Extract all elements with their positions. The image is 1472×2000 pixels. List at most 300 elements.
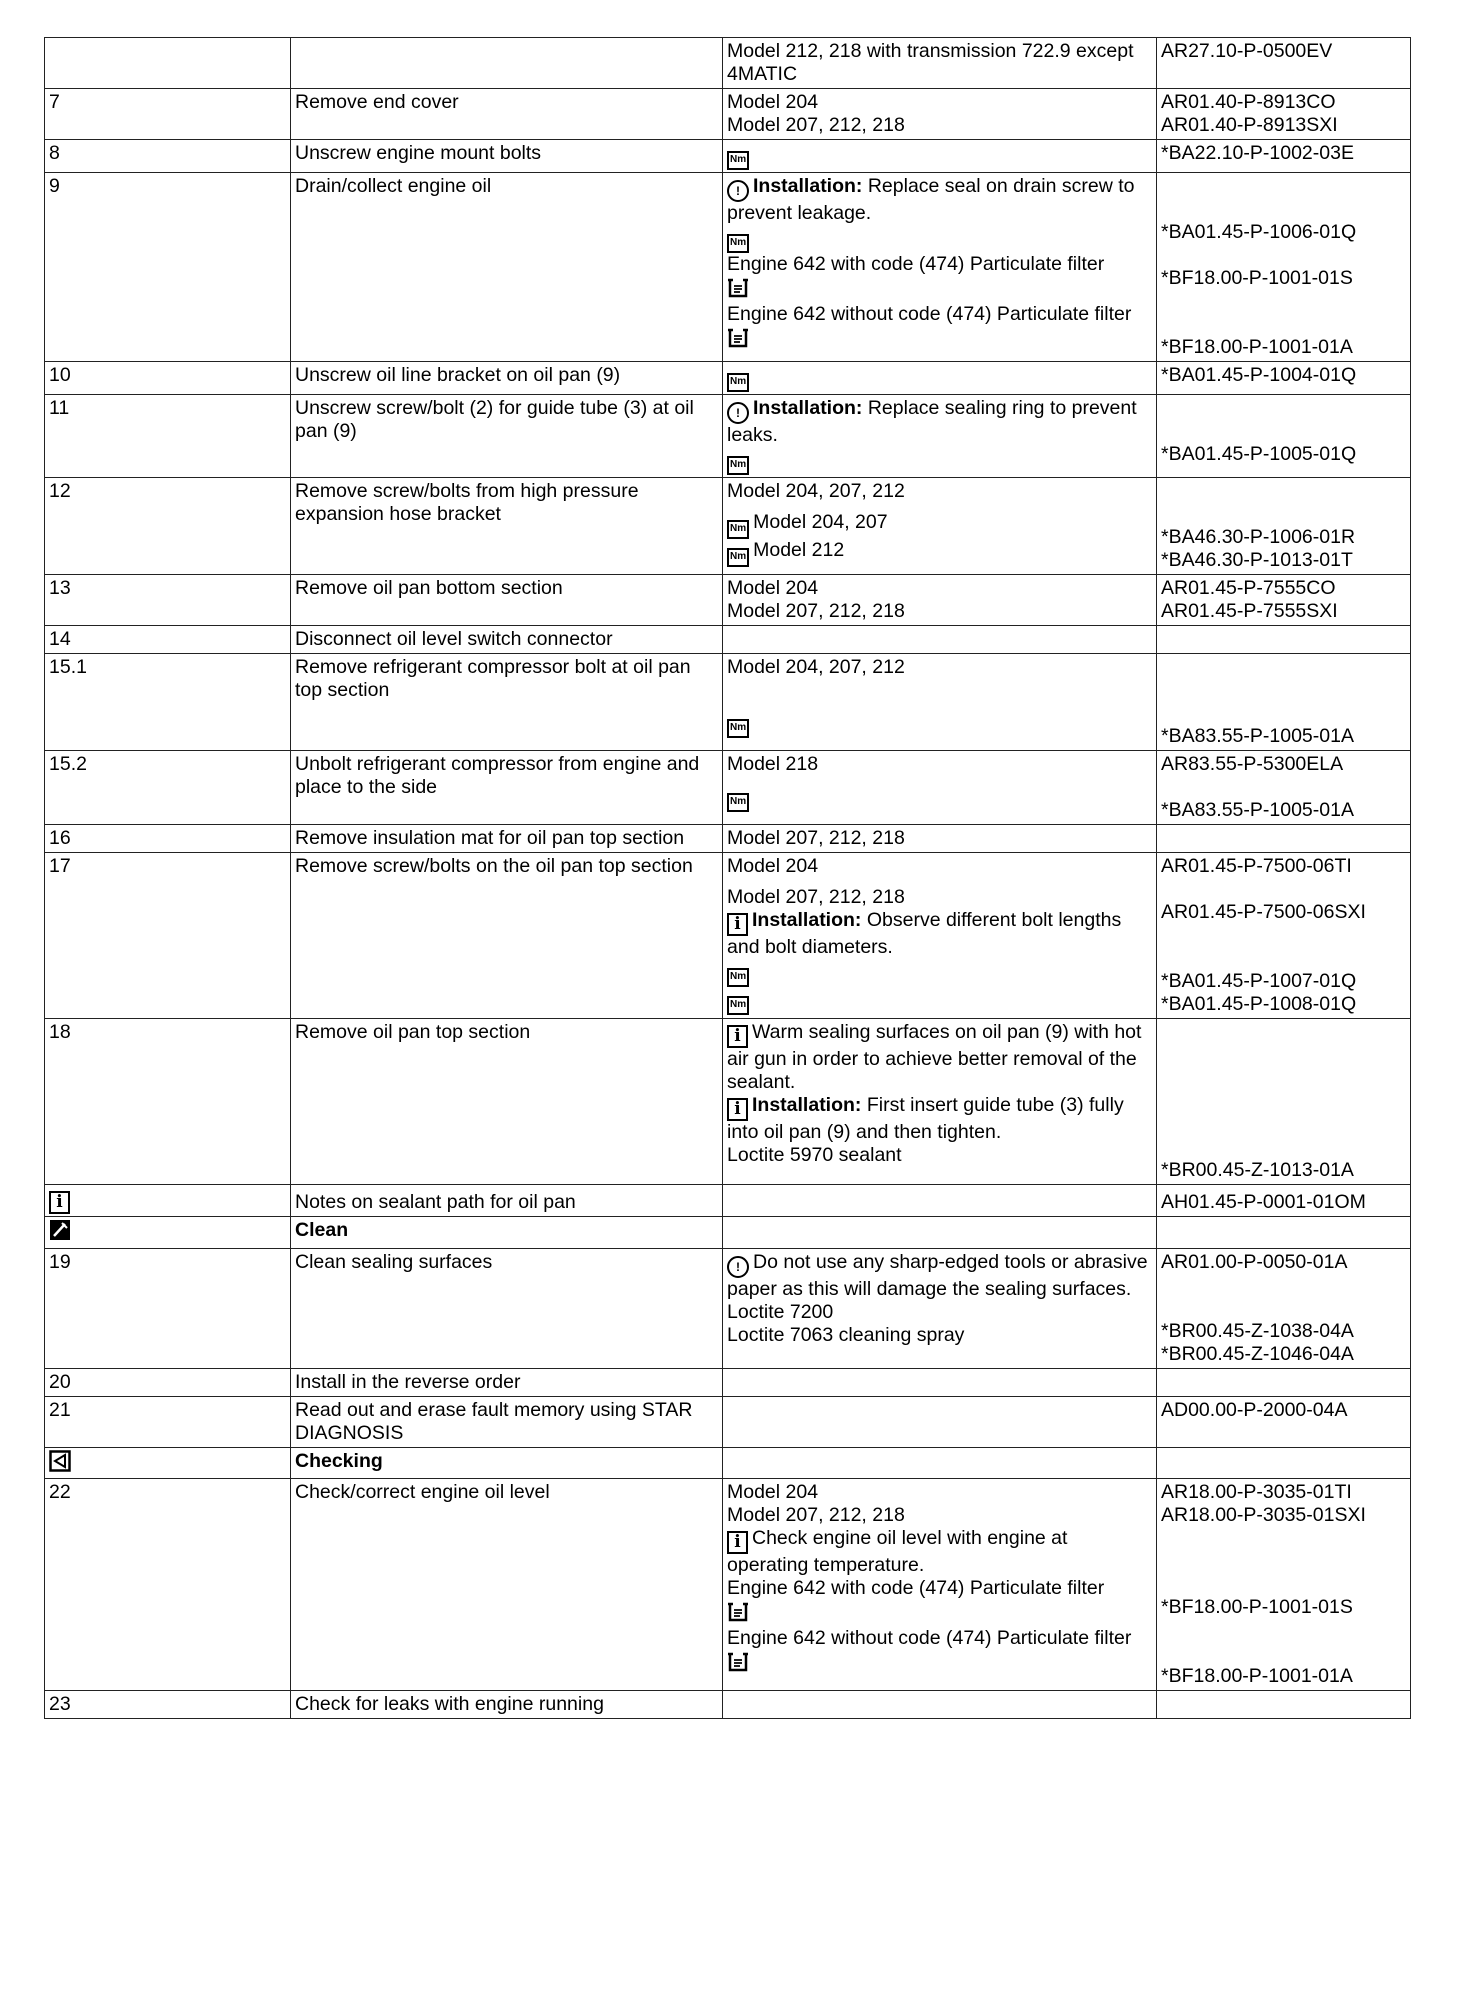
torque-glyph: Nm [727,456,749,475]
note-line [727,784,1152,812]
action-text: Clean sealing surfaces [295,1250,493,1273]
clean-icon [49,1219,71,1246]
document-reference: AD00.00-P-2000-04A [1161,1398,1348,1421]
action-text: Remove refrigerant compressor bolt at oil pan top section [295,656,691,701]
notes-cell [723,825,1157,853]
notes-cell [723,626,1157,654]
note-text: First insert guide tube (3) fully into oil pan (9) and then tighten. [727,1094,1124,1143]
note-line [727,959,1152,987]
action-text: Remove insulation mat for oil pan top section [295,827,685,849]
torque-icon [727,544,749,567]
note-line [727,276,1152,303]
note-line [727,40,1152,86]
action-text: Disconnect oil level switch connector [295,628,613,650]
table-row [45,825,1411,853]
note-text: Model 204 [727,1481,819,1503]
step-number: 22 [49,1481,71,1503]
note-line [727,480,1152,503]
procedure-table-body [45,38,1411,1719]
note-text: Model 204, 207, 212 [727,480,905,502]
action-cell [291,626,723,654]
torque-icon [727,369,749,392]
document-reference: AR01.45-P-7500-06TI [1161,855,1352,877]
torque-icon [727,516,749,539]
document-reference [1161,679,1406,702]
document-reference: AR18.00-P-3035-01TI [1161,1481,1352,1503]
note-line [727,600,1152,623]
action-cell [291,751,723,825]
reference-cell [1157,89,1411,140]
document-reference [1161,1090,1406,1113]
warning-icon [727,402,749,424]
note-text: Observe different bolt lengths and bolt diameters. [727,909,1122,958]
note-text: Model 204 [727,577,819,599]
note-text: Model 204, 207, 212 [727,656,905,678]
table-row [45,575,1411,626]
torque-icon [727,715,749,738]
torque-icon [727,147,749,170]
reference-cell [1157,1396,1411,1447]
action-text: Check/correct engine oil level [295,1481,550,1503]
note-line [727,225,1152,253]
notes-cell [723,173,1157,362]
reference-cell [1157,1479,1411,1691]
step-number: 11 [49,397,70,419]
step-number: 9 [49,175,60,197]
document-reference [1161,1573,1406,1596]
document-reference [1161,290,1406,313]
note-text: Model 207, 212, 218 [727,600,905,622]
step-number: 14 [49,628,71,650]
step-cell [45,173,291,362]
table-row [45,853,1411,1019]
step-number: 12 [49,480,71,502]
reference-cell [1157,173,1411,362]
notes-cell [723,1019,1157,1185]
step-cell [45,654,291,751]
note-line [727,577,1152,600]
step-cell [45,626,291,654]
spacer [727,878,1152,886]
reference-cell [1157,1019,1411,1185]
note-line [727,1144,1152,1167]
note-label: Installation: [752,1094,862,1116]
warning-glyph: ! [727,402,749,424]
note-label: Installation: [752,909,862,931]
note-line [727,142,1152,170]
notes-cell [723,1691,1157,1719]
reference-cell [1157,1447,1411,1479]
info-icon [727,1025,748,1048]
note-text: Check engine oil level with engine at operating temperature. [727,1527,1068,1576]
step-cell [45,89,291,140]
note-text: Engine 642 without code (474) Particulate filter [727,302,1132,325]
note-line [727,397,1152,447]
notes-cell [723,654,1157,751]
notes-cell [723,1479,1157,1691]
step-number: 15.2 [49,753,87,775]
section-heading: Clean [295,1219,349,1241]
reference-cell [1157,38,1411,89]
info-icon [727,913,748,936]
table-row [45,478,1411,575]
torque-icon [727,964,749,987]
document-reference: *BR00.45-Z-1046-04A [1161,1342,1354,1365]
torque-glyph: Nm [727,373,749,392]
note-text: Model 212 [753,539,845,561]
document-reference [1161,878,1406,901]
document-reference [1161,1044,1406,1067]
document-reference [1161,397,1406,420]
document-reference: *BA83.55-P-1005-01A [1161,799,1354,821]
document-reference: *BF18.00-P-1001-01S [1161,267,1353,289]
table-row [45,1691,1411,1719]
torque-icon [727,992,749,1015]
document-reference [1161,1642,1406,1665]
torque-glyph: Nm [727,234,749,253]
info-icon [727,1098,748,1121]
note-line [727,1481,1152,1504]
note-text: Warm sealing surfaces on oil pan (9) with hot air gun in order to achieve better removal of the sealant. [727,1021,1142,1093]
note-line [727,1301,1152,1324]
action-cell [291,362,723,395]
document-reference [1161,1021,1406,1044]
action-cell [291,1447,723,1479]
note-line [727,687,1152,710]
torque-icon [727,230,749,253]
reference-cell [1157,853,1411,1019]
note-line [727,1094,1152,1144]
notes-cell [723,1185,1157,1217]
info-icon [49,1191,70,1214]
document-reference: *BA01.45-P-1004-01Q [1161,364,1357,386]
note-line [727,1600,1152,1627]
reference-cell [1157,1217,1411,1249]
document-reference [1161,1527,1406,1550]
document-reference: AR18.00-P-3035-01SXI [1161,1504,1366,1526]
note-line [727,855,1152,878]
reference-cell [1157,140,1411,173]
step-number: 13 [49,577,71,599]
reference-cell [1157,626,1411,654]
notes-cell [723,395,1157,478]
action-text: Unscrew oil line bracket on oil pan (9) [295,364,621,386]
note-text: Engine 642 without code (474) Particulate filter [727,1626,1132,1649]
table-row [45,1368,1411,1396]
step-number: 10 [49,364,71,386]
step-cell [45,853,291,1019]
notes-cell [723,362,1157,395]
table-row [45,140,1411,173]
action-cell [291,1691,723,1719]
notes-cell [723,140,1157,173]
action-cell [291,654,723,751]
notes-cell [723,1396,1157,1447]
document-reference [1161,1067,1406,1090]
table-row [45,1248,1411,1368]
note-line [727,1577,1152,1600]
note-line [727,447,1152,475]
torque-icon [727,452,749,475]
step-number [49,40,286,63]
document-reference [1161,175,1406,198]
table-row [45,1479,1411,1691]
document-reference: AR01.40-P-8913SXI [1161,114,1338,136]
note-text: Replace sealing ring to prevent leaks. [727,397,1137,446]
step-cell [45,38,291,89]
note-text: Model 204, 207 [753,511,888,533]
note-line [727,827,1152,850]
step-number: 19 [49,1250,71,1273]
document-reference: *BF18.00-P-1001-01A [1161,1665,1353,1687]
info-glyph: i [727,1098,748,1121]
action-text: Drain/collect engine oil [295,175,492,197]
action-text: Remove screw/bolts from high pressure expansion hose bracket [295,480,639,525]
reference-cell [1157,478,1411,575]
info-glyph: i [49,1191,70,1214]
document-reference: *BA46.30-P-1006-01R [1161,526,1356,548]
reference-cell [1157,395,1411,478]
note-line [727,753,1152,776]
action-cell [291,1019,723,1185]
note-line [727,1251,1152,1301]
action-text: Read out and erase fault memory using STAR DIAGNOSIS [295,1398,693,1444]
action-cell [291,140,723,173]
step-cell [45,1447,291,1479]
note-text: Model 207, 212, 218 [727,886,905,908]
document-reference: AR01.45-P-7555CO [1161,577,1336,599]
notes-cell [723,478,1157,575]
document-reference [1161,1297,1406,1320]
note-line [727,326,1152,353]
document-reference [1161,480,1406,503]
document-reference: AR27.10-P-0500EV [1161,40,1333,62]
step-cell [45,825,291,853]
action-cell [291,478,723,575]
action-cell [291,825,723,853]
note-line [727,1324,1152,1347]
note-line [727,175,1152,225]
warning-icon [727,1256,749,1278]
torque-glyph: Nm [727,968,749,987]
document-reference: *BA01.45-P-1007-01Q [1161,970,1357,992]
note-text: Engine 642 with code (474) Particulate filter [727,253,1105,275]
action-cell [291,395,723,478]
step-cell [45,575,291,626]
note-line [727,1021,1152,1094]
step-number: 23 [49,1693,71,1715]
action-cell [291,853,723,1019]
step-cell [45,395,291,478]
note-line [727,511,1152,539]
document-reference [1161,198,1406,221]
note-line [727,364,1152,392]
note-line [727,987,1152,1015]
document-reference: *BA01.45-P-1008-01Q [1161,993,1357,1015]
document-reference [1161,1136,1406,1159]
note-line [727,1627,1152,1650]
note-line [727,114,1152,137]
step-number: 18 [49,1021,71,1043]
procedure-table [44,37,1411,1719]
reference-cell [1157,1691,1411,1719]
torque-glyph: Nm [727,520,749,539]
table-row [45,38,1411,89]
step-number: 20 [49,1370,71,1393]
fluid-spec-icon [727,1600,749,1627]
document-reference: *BR00.45-Z-1013-01A [1161,1159,1354,1181]
step-cell [45,362,291,395]
info-icon [727,1531,748,1554]
table-row [45,751,1411,825]
note-line [727,539,1152,567]
reference-cell [1157,1248,1411,1368]
note-text: Replace seal on drain screw to prevent leakage. [727,175,1135,224]
document-reference [1161,656,1406,679]
step-number: 15.1 [49,656,87,678]
note-line [727,91,1152,114]
note-label: Installation: [753,175,863,197]
reference-cell [1157,362,1411,395]
action-text: Remove screw/bolts on the oil pan top section [295,855,693,877]
notes-cell [723,751,1157,825]
step-cell [45,140,291,173]
step-cell [45,1691,291,1719]
step-cell [45,1248,291,1368]
fluid-spec-icon [727,1650,749,1677]
action-text: Check for leaks with engine running [295,1693,604,1715]
document-reference [1161,503,1406,526]
step-number: 8 [49,142,60,164]
action-cell [291,1396,723,1447]
note-text: Loctite 7200 [727,1300,834,1323]
table-row [45,395,1411,478]
action-cell [291,1479,723,1691]
note-text: Engine 642 with code (474) Particulate filter [727,1577,1105,1599]
document-reference: *BA22.10-P-1002-03E [1161,142,1354,164]
torque-glyph: Nm [727,151,749,170]
warning-glyph: ! [727,180,749,202]
document-reference [1161,1550,1406,1573]
document-reference: *BA01.45-P-1005-01Q [1161,443,1357,465]
step-cell [45,1019,291,1185]
torque-glyph: Nm [727,793,749,812]
document-reference: *BA01.45-P-1006-01Q [1161,221,1357,243]
action-text: Remove oil pan bottom section [295,577,563,599]
note-line [727,710,1152,738]
document-reference [1161,1619,1406,1642]
document-reference [1161,702,1406,725]
step-cell [45,751,291,825]
note-text: Loctite 5970 sealant [727,1144,902,1166]
document-reference: *BA83.55-P-1005-01A [1161,725,1354,747]
fluid-spec-icon [727,326,749,353]
action-cell [291,1248,723,1368]
document-reference: AR01.40-P-8913CO [1161,91,1336,113]
document-reference [1161,1113,1406,1136]
torque-icon [727,789,749,812]
document-reference [1161,244,1406,267]
document-reference [1161,947,1406,970]
torque-glyph: Nm [727,996,749,1015]
table-row [45,1019,1411,1185]
spacer [727,503,1152,511]
notes-cell [723,89,1157,140]
notes-cell [723,1248,1157,1368]
reference-cell [1157,751,1411,825]
reference-cell [1157,1368,1411,1396]
table-row [45,89,1411,140]
action-cell [291,1217,723,1249]
step-cell [45,1368,291,1396]
notes-cell [723,575,1157,626]
note-text: Model 218 [727,753,819,775]
step-number: 7 [49,91,60,113]
notes-cell [723,1447,1157,1479]
note-line [727,656,1152,679]
note-label: Installation: [753,397,863,419]
step-number: 21 [49,1398,71,1421]
warning-glyph: ! [727,1256,749,1278]
check-icon [49,1450,71,1477]
document-reference [1161,420,1406,443]
action-text: Remove oil pan top section [295,1021,531,1043]
reference-cell [1157,825,1411,853]
note-line [727,1650,1152,1677]
document-reference: AR01.45-P-7555SXI [1161,600,1338,622]
spacer [727,776,1152,784]
action-cell [291,1368,723,1396]
document-reference [1161,313,1406,336]
warning-icon [727,180,749,202]
procedure-sheet [44,37,1410,1719]
action-cell [291,173,723,362]
fluid-spec-icon [727,276,749,303]
step-cell [45,478,291,575]
table-row [45,1447,1411,1479]
document-reference: *BR00.45-Z-1038-04A [1161,1319,1354,1342]
step-cell [45,1396,291,1447]
notes-cell [723,38,1157,89]
step-cell [45,1185,291,1217]
table-row [45,654,1411,751]
document-reference: AR83.55-P-5300ELA [1161,753,1344,775]
action-text: Unscrew screw/bolt (2) for guide tube (3) at oil pan (9) [295,397,694,442]
notes-cell [723,853,1157,1019]
document-reference: AR01.45-P-7500-06SXI [1161,901,1366,923]
torque-glyph: Nm [727,719,749,738]
document-reference: AH01.45-P-0001-01OM [1161,1191,1366,1213]
note-text: Model 207, 212, 218 [727,1504,905,1526]
spacer [727,679,1152,687]
note-text: Model 212, 218 with transmission 722.9 except 4MATIC [727,40,1134,85]
document-reference [1161,1274,1406,1297]
note-line [727,909,1152,959]
note-line [727,253,1152,276]
step-cell [45,1479,291,1691]
document-reference: AR01.00-P-0050-01A [1161,1250,1348,1273]
note-text: Model 204 [727,91,819,113]
action-text: Notes on sealant path for oil pan [295,1191,576,1213]
step-number: 17 [49,855,71,877]
note-text: Do not use any sharp-edged tools or abrasive paper as this will damage the sealing surfaces. [727,1250,1148,1300]
action-cell [291,89,723,140]
notes-cell [723,1217,1157,1249]
action-text: Unscrew engine mount bolts [295,142,542,164]
document-reference: *BF18.00-P-1001-01A [1161,336,1353,358]
note-text: Model 207, 212, 218 [727,827,905,849]
table-row [45,626,1411,654]
